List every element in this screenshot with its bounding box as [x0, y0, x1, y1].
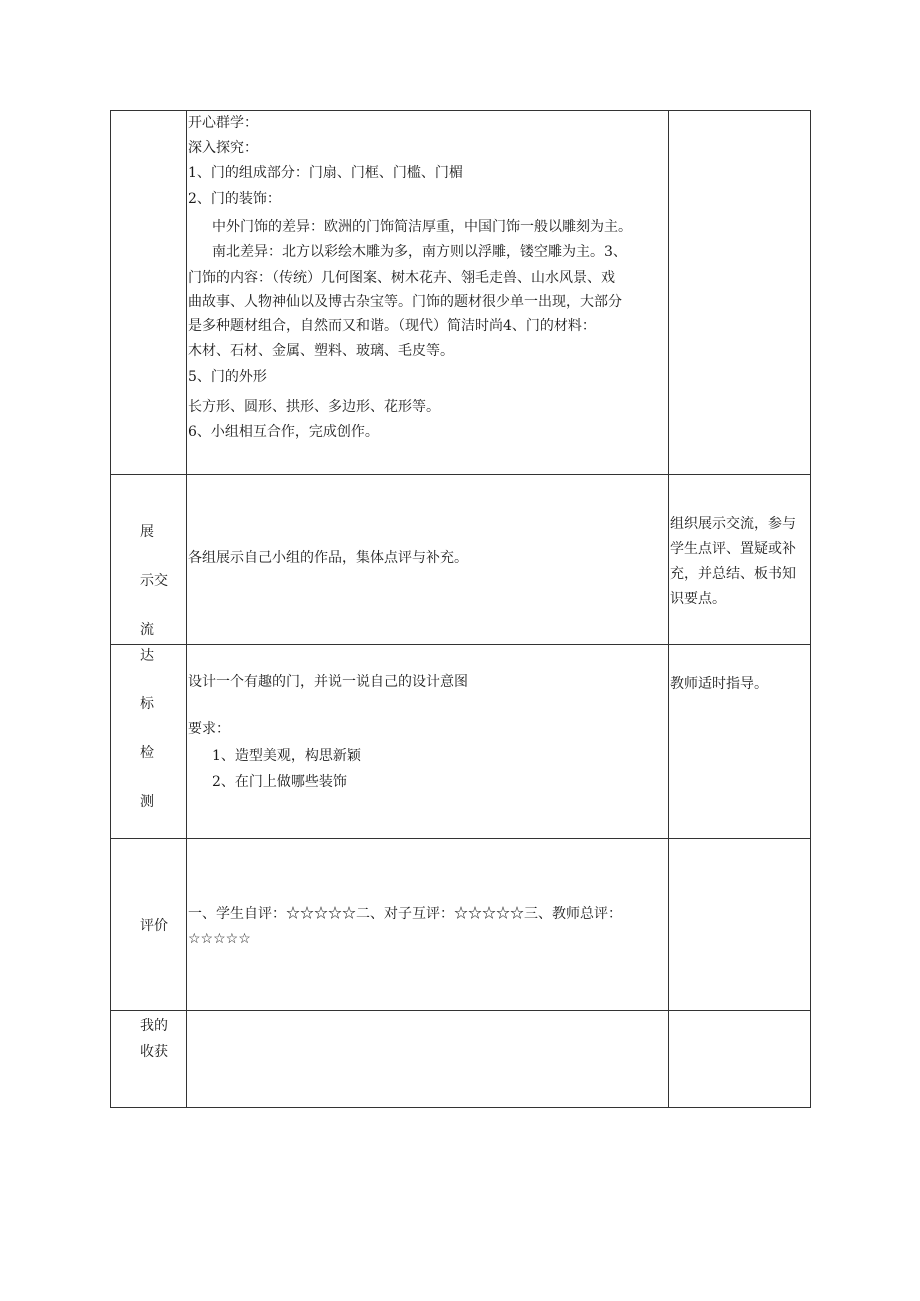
row-divider-3 — [111, 838, 810, 839]
row-divider-2 — [111, 644, 810, 645]
row2-content: 各组展示自己小组的作品，集体点评与补充。 — [188, 550, 468, 566]
row3-label-3: 检 — [140, 745, 154, 761]
row3-content-3: 1、造型美观，构思新颖 — [212, 748, 361, 764]
row4-label: 评价 — [140, 918, 168, 934]
row1-line-3: 1、门的组成部分：门扇、门框、门槛、门楣 — [188, 165, 463, 181]
row3-label-2: 标 — [140, 696, 154, 712]
column-divider-1 — [186, 111, 187, 1107]
row-divider-4 — [111, 1010, 810, 1011]
row3-note: 教师适时指导。 — [670, 676, 768, 692]
row1-line-10: 木材、石材、金属、塑料、玻璃、毛皮等。 — [188, 343, 454, 359]
row5-label-2: 收获 — [140, 1044, 168, 1060]
row1-line-2: 深入探究： — [188, 140, 258, 156]
row1-line-9: 是多种题材组合，自然而又和谐。（现代）简洁时尚4、门的材料： — [188, 318, 596, 334]
column-divider-2 — [668, 111, 669, 1107]
row4-content-1: 一、学生自评：☆☆☆☆☆二、对子互评：☆☆☆☆☆三、教师总评： — [188, 906, 622, 922]
row1-line-8: 曲故事、人物神仙以及博古杂宝等。门饰的题材很少单一出现，大部分 — [188, 294, 622, 310]
row3-content-4: 2、在门上做哪些装饰 — [212, 774, 347, 790]
row3-label-4: 测 — [140, 794, 154, 810]
row3-label-1: 达 — [140, 648, 154, 664]
row4-content-2: ☆☆☆☆☆ — [188, 931, 251, 947]
row3-content-2: 要求： — [188, 721, 230, 737]
row2-note-3: 充，并总结、板书知 — [670, 566, 796, 582]
row2-label-1: 展 — [140, 524, 154, 540]
row2-note-4: 识要点。 — [670, 591, 726, 607]
row1-line-5: 中外门饰的差异：欧洲的门饰简洁厚重，中国门饰一般以雕刻为主。 — [212, 219, 632, 235]
row1-line-1: 开心群学： — [188, 115, 258, 131]
row1-line-6: 南北差异：北方以彩绘木雕为多，南方则以浮雕，镂空雕为主。3、 — [212, 244, 627, 260]
row2-label-3: 流 — [140, 622, 154, 638]
row-divider-1 — [111, 474, 810, 475]
row1-line-4: 2、门的装饰： — [188, 191, 281, 207]
row1-line-13: 6、小组相互合作，完成创作。 — [188, 424, 379, 440]
row3-content-1: 设计一个有趣的门，并说一说自己的设计意图 — [188, 674, 468, 690]
row2-note-1: 组织展示交流，参与 — [670, 516, 796, 532]
row2-note-2: 学生点评、置疑或补 — [670, 541, 796, 557]
row5-label-1: 我的 — [140, 1018, 168, 1034]
row1-line-11: 5、门的外形 — [188, 369, 267, 385]
row1-line-12: 长方形、圆形、拱形、多边形、花形等。 — [188, 399, 440, 415]
row2-label-2: 示交 — [140, 573, 168, 589]
row1-line-7: 门饰的内容：（传统）几何图案、树木花卉、翎毛走兽、山水风景、戏 — [188, 270, 615, 286]
